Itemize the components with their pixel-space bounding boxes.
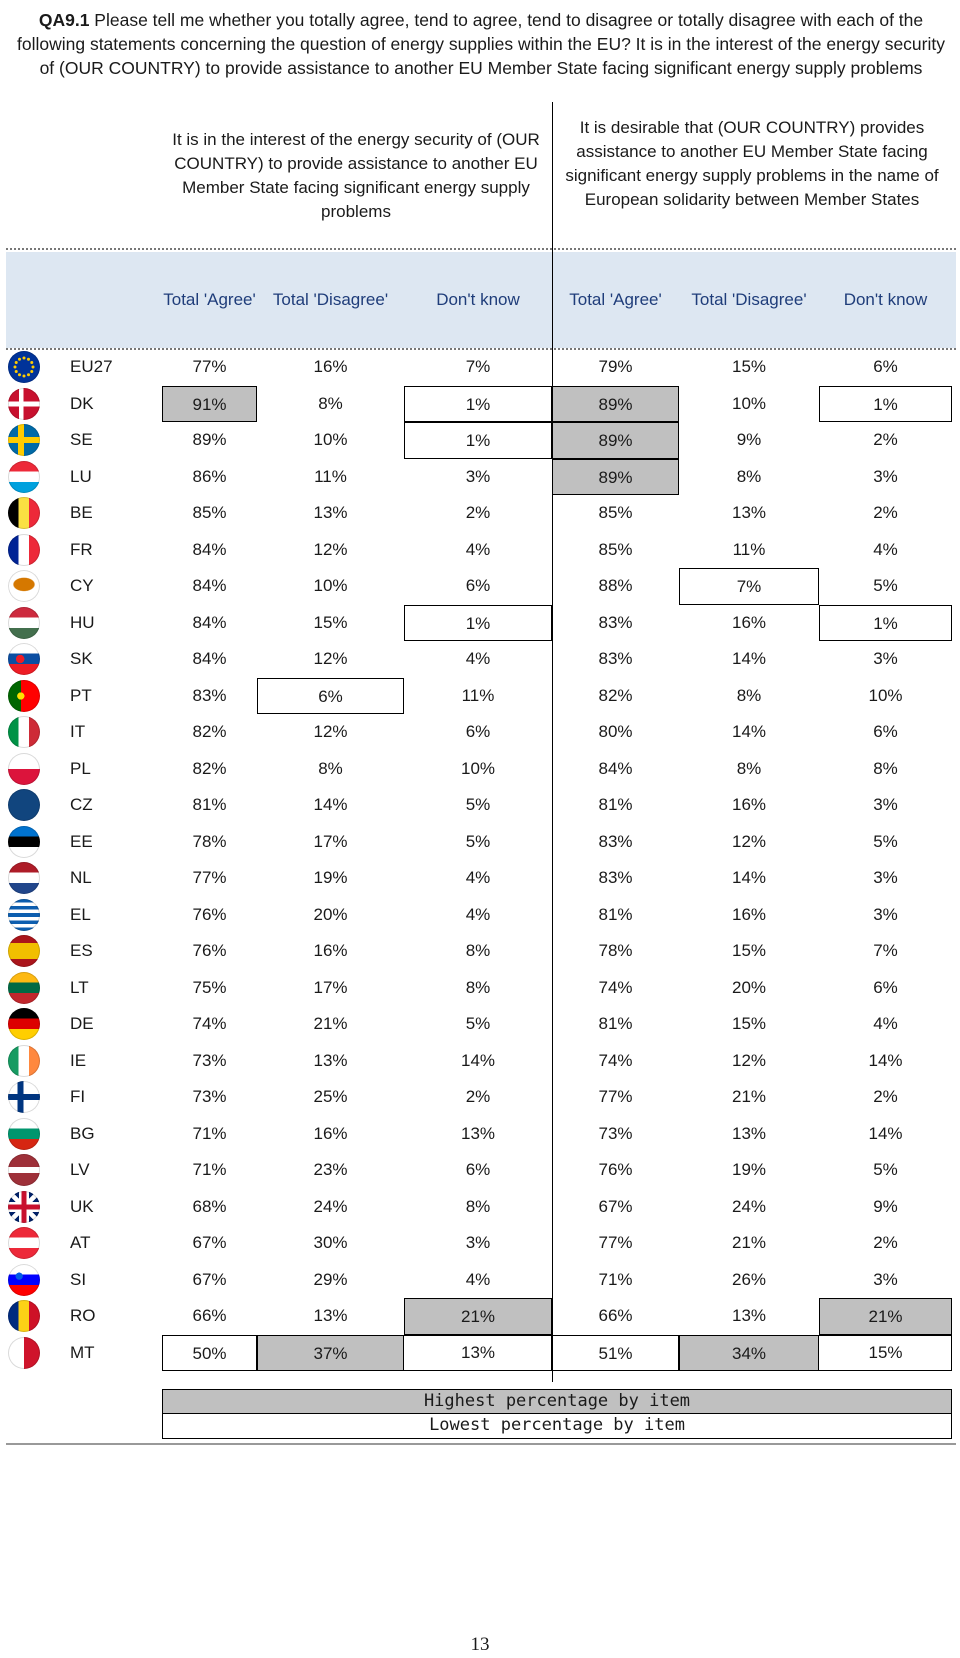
value-cell: 4% xyxy=(465,649,491,668)
value-cell: 83% xyxy=(598,649,633,668)
value-cell: 15% xyxy=(731,941,767,960)
value-cell: 76% xyxy=(192,904,227,924)
value-cell: 26% xyxy=(731,1269,767,1289)
cy-flag-icon xyxy=(8,570,40,602)
fr-flag-icon xyxy=(8,534,40,566)
value-cell: 21% xyxy=(731,1087,767,1106)
value-cell: 11% xyxy=(314,466,347,486)
eu-flag-icon xyxy=(8,351,40,383)
de-flag-icon xyxy=(8,1008,40,1040)
value-cell: 21% xyxy=(819,1298,952,1335)
value-cell: 67% xyxy=(598,1196,633,1216)
value-cell: 74% xyxy=(192,1014,227,1033)
table-row xyxy=(0,422,960,459)
value-cell: 81% xyxy=(598,904,633,924)
country-code: SI xyxy=(70,1269,87,1289)
value-cell: 2% xyxy=(465,503,491,522)
table-row xyxy=(0,933,960,970)
table-row xyxy=(0,751,960,788)
table-row xyxy=(0,714,960,751)
value-cell: 4% xyxy=(465,868,491,887)
es-flag-icon xyxy=(8,935,40,967)
value-cell: 67% xyxy=(192,1269,227,1289)
value-cell: 5% xyxy=(465,1014,491,1033)
value-cell: 5% xyxy=(873,1160,898,1179)
value-cell: 12% xyxy=(313,539,348,559)
table-row xyxy=(0,532,960,569)
value-cell: 89% xyxy=(552,459,679,496)
value-cell: 20% xyxy=(731,977,767,997)
value-cell: 6% xyxy=(465,722,491,741)
value-cell: 79% xyxy=(598,357,633,376)
value-cell: 24% xyxy=(731,1196,767,1216)
value-cell: 2% xyxy=(873,503,898,522)
table-bottom-rule xyxy=(6,1443,956,1445)
value-cell: 89% xyxy=(192,430,227,449)
value-cell: 8% xyxy=(873,758,898,778)
value-cell: 9% xyxy=(736,430,762,449)
value-cell: 1% xyxy=(404,605,552,642)
bg-flag-icon xyxy=(8,1118,40,1150)
value-cell: 81% xyxy=(598,795,633,814)
hu-flag-icon xyxy=(8,607,40,639)
value-cell: 51% xyxy=(552,1335,679,1372)
value-cell: 66% xyxy=(598,1306,633,1325)
value-cell: 14% xyxy=(731,649,767,668)
value-cell: 14% xyxy=(313,795,348,814)
value-cell: 10% xyxy=(731,393,767,413)
question-text: Please tell me whether you totally agree, tend to agree, tend to disagree or totally disagree with each of the following statements concerning the question of energy supplies within the EU? It is in the interest of the energy security of (OUR COUNTRY) to provide assistance to another EU Member State facing significant energy supply problems xyxy=(16,10,945,78)
value-cell: 73% xyxy=(598,1123,633,1143)
value-cell: 20% xyxy=(313,904,348,924)
value-cell: 14% xyxy=(460,1050,496,1070)
value-cell: 23% xyxy=(313,1160,348,1179)
country-code: AT xyxy=(70,1233,91,1252)
country-code: MT xyxy=(70,1342,95,1362)
dk-flag-icon xyxy=(8,388,40,420)
value-cell: 13% xyxy=(460,1123,496,1143)
value-cell: 5% xyxy=(465,795,491,814)
value-cell: 78% xyxy=(192,831,227,851)
value-cell: 2% xyxy=(873,430,898,449)
value-cell: 66% xyxy=(192,1306,227,1325)
value-cell: 24% xyxy=(313,1196,348,1216)
value-cell: 14% xyxy=(868,1123,903,1143)
value-cell: 71% xyxy=(192,1123,227,1143)
value-cell: 10% xyxy=(460,758,496,778)
value-cell: 81% xyxy=(192,795,227,814)
value-cell: 19% xyxy=(731,1160,767,1179)
country-code: FI xyxy=(70,1087,86,1106)
value-cell: 67% xyxy=(192,1233,227,1252)
col-header-left-dontknow: Don't know xyxy=(436,290,520,309)
value-cell: 83% xyxy=(598,612,633,632)
value-cell: 8% xyxy=(465,941,491,960)
value-cell: 4% xyxy=(465,539,491,559)
value-cell: 8% xyxy=(736,466,762,486)
country-code: SK xyxy=(70,649,93,668)
value-cell: 77% xyxy=(598,1233,633,1252)
value-cell: 13% xyxy=(731,1123,767,1143)
value-cell: 19% xyxy=(313,868,348,887)
col-header-right-agree: Total 'Agree' xyxy=(569,290,662,309)
nl-flag-icon xyxy=(8,862,40,894)
table-row xyxy=(0,1043,960,1080)
value-cell: 21% xyxy=(731,1233,767,1252)
el-flag-icon xyxy=(8,899,40,931)
country-code: IT xyxy=(70,722,86,741)
col-header-left-agree: Total 'Agree' xyxy=(163,290,256,309)
value-cell: 16% xyxy=(731,904,767,924)
value-cell: 5% xyxy=(465,831,491,851)
si-flag-icon xyxy=(8,1264,40,1296)
value-cell: 13% xyxy=(731,503,767,522)
value-cell: 4% xyxy=(465,904,491,924)
value-cell: 12% xyxy=(731,1050,767,1070)
value-cell: 12% xyxy=(731,831,767,851)
at-flag-icon xyxy=(8,1227,40,1259)
value-cell: 17% xyxy=(313,977,348,997)
value-cell: 74% xyxy=(598,1050,633,1070)
uk-flag-icon xyxy=(8,1191,40,1223)
value-cell: 13% xyxy=(313,1306,348,1325)
country-code: RO xyxy=(70,1306,96,1325)
value-cell: 76% xyxy=(192,941,227,960)
value-cell: 1% xyxy=(404,386,552,423)
question-title xyxy=(16,8,946,80)
value-cell: 75% xyxy=(192,977,227,997)
value-cell: 3% xyxy=(873,904,898,924)
value-cell: 8% xyxy=(465,1196,491,1216)
value-cell: 5% xyxy=(873,831,898,851)
table-row xyxy=(0,897,960,934)
value-cell: 3% xyxy=(873,1269,898,1289)
value-cell: 74% xyxy=(598,977,633,997)
value-cell: 2% xyxy=(873,1233,898,1252)
pt-flag-icon xyxy=(8,680,40,712)
country-code: PL xyxy=(70,758,91,778)
country-code: CZ xyxy=(70,795,93,814)
table-row xyxy=(0,568,960,605)
value-cell: 83% xyxy=(598,831,633,851)
value-cell: 13% xyxy=(731,1306,767,1325)
col-header-right-disagree: Total 'Disagree' xyxy=(691,290,807,309)
value-cell: 7% xyxy=(679,568,819,605)
value-cell: 12% xyxy=(313,649,348,668)
country-code: DE xyxy=(70,1014,94,1033)
value-cell: 16% xyxy=(731,612,767,632)
value-cell: 50% xyxy=(162,1335,257,1372)
be-flag-icon xyxy=(8,497,40,529)
value-cell: 15% xyxy=(868,1342,903,1362)
table-row xyxy=(0,1006,960,1043)
value-cell: 14% xyxy=(731,868,767,887)
value-cell: 30% xyxy=(313,1233,348,1252)
value-cell: 84% xyxy=(192,612,227,632)
cz-flag-icon xyxy=(8,789,40,821)
value-cell: 71% xyxy=(192,1160,227,1179)
value-cell: 6% xyxy=(873,357,898,376)
table-row xyxy=(0,1079,960,1116)
sk-flag-icon xyxy=(8,643,40,675)
value-cell: 8% xyxy=(318,393,343,413)
value-cell: 85% xyxy=(192,503,227,522)
value-cell: 85% xyxy=(598,539,633,559)
table-row xyxy=(0,349,960,386)
value-cell: 82% xyxy=(192,758,227,778)
value-cell: 1% xyxy=(819,386,952,423)
value-cell: 37% xyxy=(257,1335,404,1372)
value-cell: 29% xyxy=(313,1269,348,1289)
page-number: 13 xyxy=(470,1634,490,1655)
value-cell: 17% xyxy=(313,831,348,851)
mt-row-outline xyxy=(552,1335,952,1372)
value-cell: 1% xyxy=(819,605,952,642)
value-cell: 78% xyxy=(598,941,633,960)
country-code: EU27 xyxy=(70,357,113,376)
value-cell: 3% xyxy=(465,466,491,486)
value-cell: 4% xyxy=(465,1269,491,1289)
table-row xyxy=(0,1298,960,1335)
value-cell: 2% xyxy=(873,1087,898,1106)
value-cell: 16% xyxy=(313,941,348,960)
value-cell: 10% xyxy=(313,576,348,595)
lv-flag-icon xyxy=(8,1154,40,1186)
value-cell: 86% xyxy=(192,466,227,486)
table-row xyxy=(0,787,960,824)
value-cell: 3% xyxy=(873,795,898,814)
value-cell: 4% xyxy=(873,1014,898,1033)
legend-lowest: Lowest percentage by item xyxy=(162,1414,952,1439)
lu-flag-icon xyxy=(8,461,40,493)
table-row xyxy=(0,605,960,642)
col-header-right-dontknow: Don't know xyxy=(843,290,928,309)
value-cell: 12% xyxy=(313,722,348,741)
country-code: PT xyxy=(70,685,92,705)
value-cell: 13% xyxy=(313,503,348,522)
header-top-divider xyxy=(6,248,956,250)
value-cell: 71% xyxy=(598,1269,633,1289)
country-code: LT xyxy=(70,977,89,997)
value-cell: 11% xyxy=(732,539,766,559)
value-cell: 34% xyxy=(679,1335,819,1372)
value-cell: 6% xyxy=(465,1160,491,1179)
value-cell: 73% xyxy=(192,1050,227,1070)
country-code: FR xyxy=(70,539,93,559)
table-row xyxy=(0,970,960,1007)
right-section-title: It is desirable that (OUR COUNTRY) provides assistance to another EU Member State facing significant energy supply problems in the name of European solidarity between Member States xyxy=(565,118,939,209)
value-cell: 85% xyxy=(598,503,633,522)
value-cell: 16% xyxy=(313,1123,348,1143)
table-row xyxy=(0,1189,960,1226)
country-code: UK xyxy=(70,1196,94,1216)
country-code: NL xyxy=(70,868,92,887)
ee-flag-icon xyxy=(8,826,40,858)
table-row xyxy=(0,1262,960,1299)
value-cell: 73% xyxy=(192,1087,227,1106)
value-cell: 84% xyxy=(192,649,227,668)
value-cell: 8% xyxy=(318,758,343,778)
country-code: SE xyxy=(70,430,93,449)
value-cell: 1% xyxy=(404,422,552,459)
value-cell: 3% xyxy=(873,868,898,887)
value-cell: 77% xyxy=(192,868,227,887)
value-cell: 7% xyxy=(465,357,491,376)
value-cell: 77% xyxy=(192,357,227,376)
table-row xyxy=(0,459,960,496)
value-cell: 82% xyxy=(192,722,227,741)
value-cell: 5% xyxy=(873,576,898,595)
mt-flag-icon xyxy=(8,1337,40,1369)
value-cell: 84% xyxy=(192,576,227,595)
value-cell: 80% xyxy=(598,722,633,741)
value-cell: 16% xyxy=(731,795,767,814)
value-cell: 68% xyxy=(192,1196,227,1216)
country-code: HU xyxy=(70,612,95,632)
table-row xyxy=(0,495,960,532)
table-row xyxy=(0,824,960,861)
table-row xyxy=(0,860,960,897)
fi-flag-icon xyxy=(8,1081,40,1113)
country-code: ES xyxy=(70,941,93,960)
it-flag-icon xyxy=(8,716,40,748)
value-cell: 16% xyxy=(313,357,348,376)
country-code: LV xyxy=(70,1160,90,1179)
value-cell: 84% xyxy=(192,539,227,559)
value-cell: 7% xyxy=(873,941,898,960)
table-row xyxy=(0,641,960,678)
value-cell: 13% xyxy=(460,1342,496,1362)
lt-flag-icon xyxy=(8,972,40,1004)
value-cell: 83% xyxy=(192,685,227,705)
value-cell: 76% xyxy=(598,1160,633,1179)
country-code: CY xyxy=(70,576,94,595)
country-code: EE xyxy=(70,831,93,851)
value-cell: 15% xyxy=(313,612,348,632)
pl-flag-icon xyxy=(8,753,40,785)
value-cell: 6% xyxy=(465,576,491,595)
ro-flag-icon xyxy=(8,1300,40,1332)
value-cell: 11% xyxy=(461,685,495,705)
question-number: QA9.1 xyxy=(38,10,90,30)
value-cell: 15% xyxy=(731,357,767,376)
value-cell: 91% xyxy=(162,386,257,423)
value-cell: 88% xyxy=(598,576,633,595)
value-cell: 9% xyxy=(873,1196,898,1216)
value-cell: 6% xyxy=(257,678,404,715)
table-row xyxy=(0,1152,960,1189)
value-cell: 10% xyxy=(313,430,348,449)
value-cell: 83% xyxy=(598,868,633,887)
value-cell: 21% xyxy=(404,1298,552,1335)
se-flag-icon xyxy=(8,424,40,456)
value-cell: 15% xyxy=(731,1014,767,1033)
value-cell: 8% xyxy=(465,977,491,997)
value-cell: 10% xyxy=(868,685,903,705)
table-row xyxy=(0,386,960,423)
value-cell: 25% xyxy=(313,1087,348,1106)
value-cell: 13% xyxy=(313,1050,348,1070)
value-cell: 82% xyxy=(598,685,633,705)
value-cell: 14% xyxy=(731,722,767,741)
table-row xyxy=(0,1225,960,1262)
value-cell: 81% xyxy=(598,1014,633,1033)
value-cell: 2% xyxy=(465,1087,491,1106)
value-cell: 4% xyxy=(873,539,898,559)
value-cell: 8% xyxy=(736,685,762,705)
country-code: DK xyxy=(70,393,94,413)
country-code: BE xyxy=(70,503,93,522)
value-cell: 3% xyxy=(873,466,898,486)
value-cell: 6% xyxy=(873,977,898,997)
section-divider-line xyxy=(552,102,553,1382)
value-cell: 8% xyxy=(736,758,762,778)
value-cell: 89% xyxy=(552,386,679,423)
legend-highest: Highest percentage by item xyxy=(162,1389,952,1414)
mt-row-outline xyxy=(162,1335,552,1372)
value-cell: 89% xyxy=(552,422,679,459)
country-code: EL xyxy=(70,904,91,924)
ie-flag-icon xyxy=(8,1045,40,1077)
value-cell: 21% xyxy=(313,1014,348,1033)
value-cell: 14% xyxy=(868,1050,903,1070)
value-cell: 3% xyxy=(465,1233,491,1252)
left-section-title: It is in the interest of the energy security of (OUR COUNTRY) to provide assistance to another EU Member State facing significant energy supply problems xyxy=(172,130,540,221)
table-row xyxy=(0,1116,960,1153)
value-cell: 6% xyxy=(873,722,898,741)
col-header-left-disagree: Total 'Disagree' xyxy=(272,290,389,309)
table-row xyxy=(0,678,960,715)
value-cell: 3% xyxy=(873,649,898,668)
value-cell: 84% xyxy=(598,758,633,778)
value-cell: 77% xyxy=(598,1087,633,1106)
country-code: IE xyxy=(70,1050,87,1070)
country-code: LU xyxy=(70,466,92,486)
country-code: BG xyxy=(70,1123,95,1143)
